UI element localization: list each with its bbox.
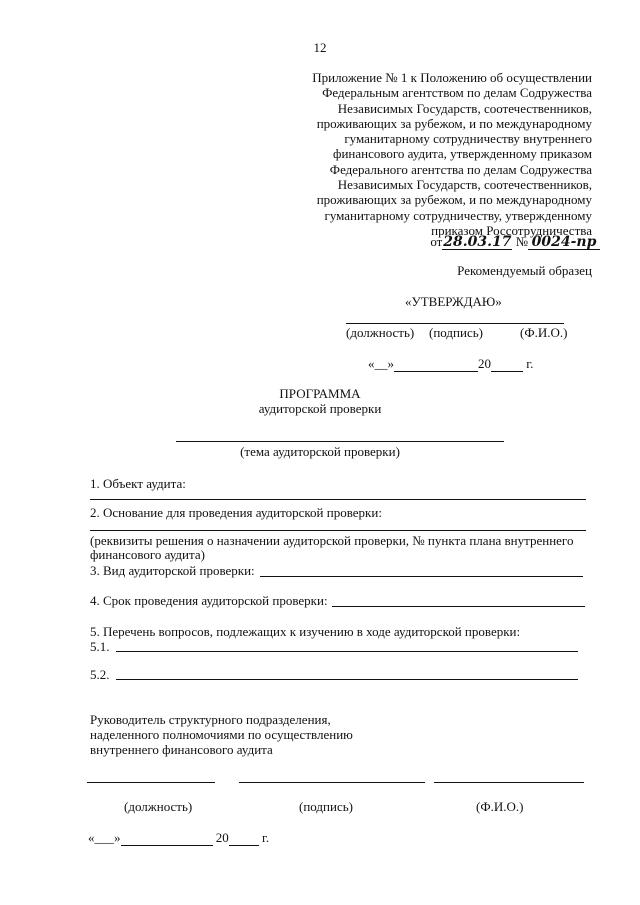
handwritten-number: 0024-пр xyxy=(528,235,600,250)
basis-note: (реквизиты решения о назначении аудиторской проверки, № пункта плана внутреннего xyxy=(90,533,574,548)
item-type: 3. Вид аудиторской проверки: xyxy=(90,563,255,578)
position-line xyxy=(87,782,215,783)
bottom-date: «___» 20 г. xyxy=(88,830,270,845)
object-line xyxy=(90,499,586,500)
question-number: 5.2. xyxy=(90,667,110,682)
approve-title: «УТВЕРЖДАЮ» xyxy=(405,294,502,309)
appendix-line: Независимых Государств, соотечественников, xyxy=(337,100,592,116)
position-label: (должность) xyxy=(124,799,193,814)
type-line xyxy=(260,576,583,577)
appendix-line: финансового аудита, утвержденному приказом xyxy=(333,146,592,162)
appendix-line: гуманитарному сотрудничеству, утвержденному xyxy=(324,207,592,223)
term-line xyxy=(332,606,585,607)
head-title: внутреннего финансового аудита xyxy=(90,742,273,757)
basis-note: финансового аудита) xyxy=(90,547,205,562)
item-term: 4. Срок проведения аудиторской проверки: xyxy=(90,593,328,608)
topic-line xyxy=(176,441,504,442)
program-title: ПРОГРАММА xyxy=(279,386,361,401)
approve-name-label: (Ф.И.О.) xyxy=(520,325,568,340)
signature-label: (подпись) xyxy=(299,799,353,814)
order-date-number xyxy=(430,234,600,250)
head-title: Руководитель структурного подразделения, xyxy=(90,712,331,727)
name-line xyxy=(434,782,584,783)
approve-signature-label: (подпись) xyxy=(429,325,483,340)
question-line xyxy=(116,651,578,652)
item-object: 1. Объект аудита: xyxy=(90,476,186,491)
date-prefix: от xyxy=(430,234,443,249)
approve-position-label: (должность) xyxy=(346,325,415,340)
number-prefix: № xyxy=(515,234,528,249)
appendix-line: Федерального агентства по делам Содружества xyxy=(329,161,592,177)
question-line xyxy=(116,679,578,680)
page-number: 12 xyxy=(313,40,327,55)
item-basis: 2. Основание для проведения аудиторской проверки: xyxy=(90,505,382,520)
appendix-line: Федеральным агентством по делам Содружества xyxy=(322,85,592,101)
signature-line xyxy=(239,782,425,783)
item-questions: 5. Перечень вопросов, подлежащих к изучению в ходе аудиторской проверки: xyxy=(90,624,521,639)
topic-caption: (тема аудиторской проверки) xyxy=(240,444,400,459)
approve-signature-line xyxy=(346,323,564,324)
appendix-line: Приложение № 1 к Положению об осуществлении xyxy=(312,70,592,85)
date-year-blank xyxy=(229,831,259,846)
recommended-sample: Рекомендуемый образец xyxy=(457,263,592,278)
basis-line xyxy=(90,530,586,531)
appendix-line: проживающих за рубежом, и по международному xyxy=(316,192,592,208)
date-year-blank xyxy=(491,357,523,372)
appendix-line: Независимых Государств, соотечественников, xyxy=(337,177,592,193)
program-subtitle: аудиторской проверки xyxy=(258,401,382,416)
appendix-line: проживающих за рубежом, и по международному xyxy=(316,115,592,131)
head-title: наделенного полномочиями по осуществлению xyxy=(90,727,353,742)
question-number: 5.1. xyxy=(90,639,110,654)
handwritten-date: 28.03.17 xyxy=(443,234,512,250)
appendix-header xyxy=(312,70,592,238)
appendix-line: приказом Россотрудничества xyxy=(431,222,592,238)
approve-date: «__» 20 г. xyxy=(368,356,534,371)
appendix-line: гуманитарному сотрудничеству внутреннего xyxy=(344,131,592,147)
name-label: (Ф.И.О.) xyxy=(476,799,524,814)
date-month-blank xyxy=(121,831,213,846)
date-month-blank xyxy=(394,357,478,372)
